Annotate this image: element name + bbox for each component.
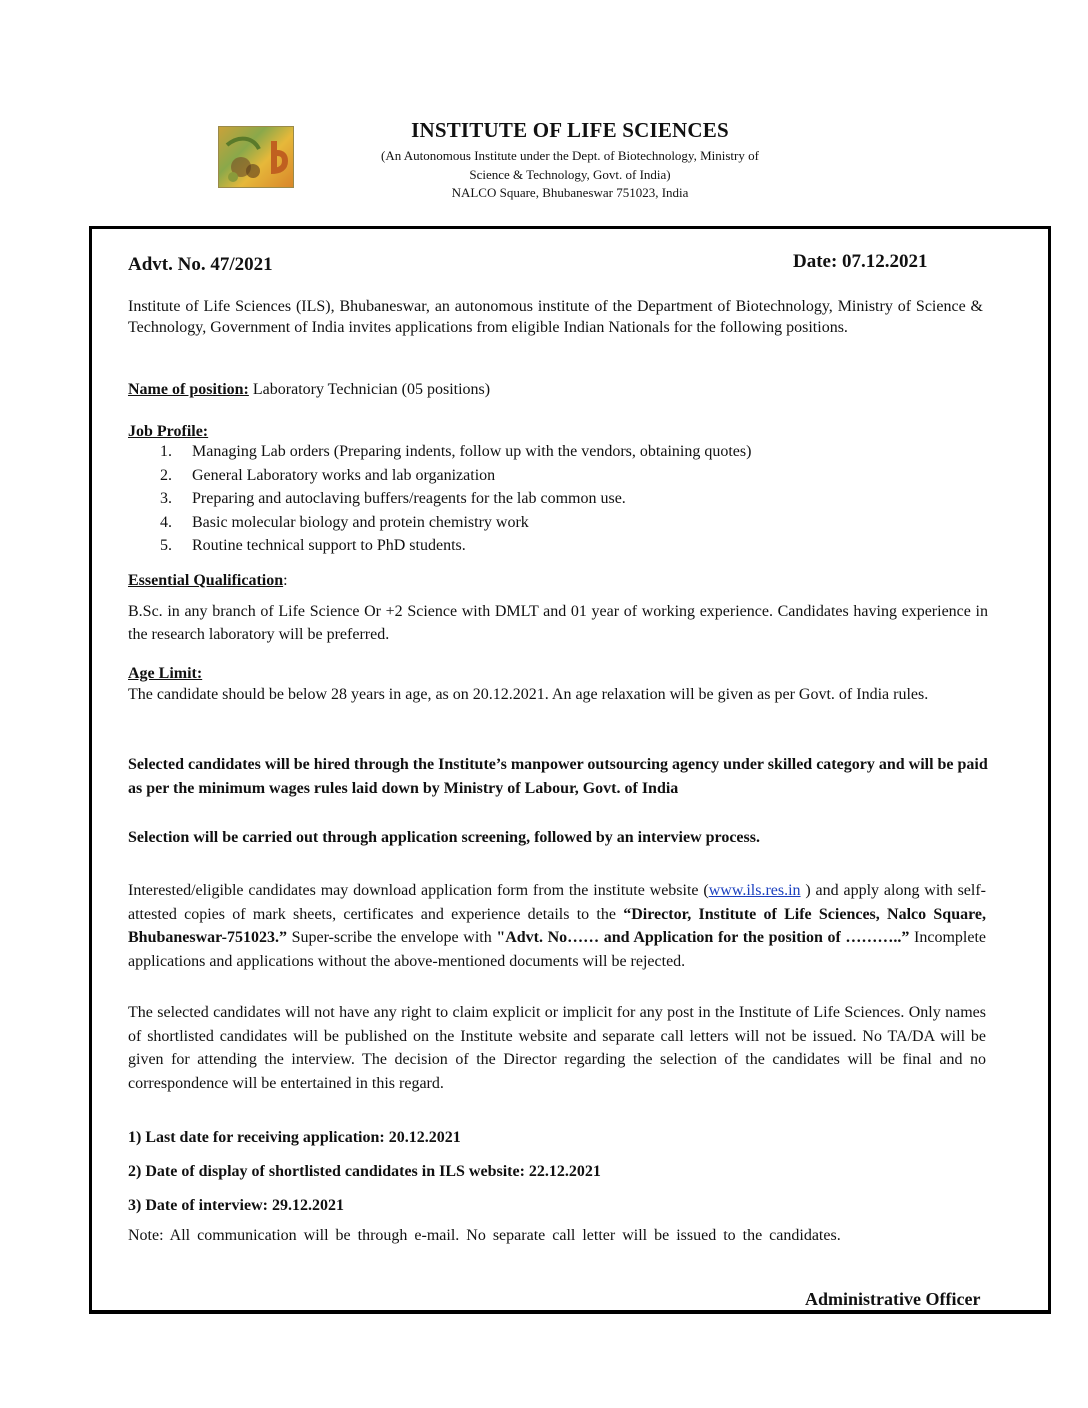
date-line-application: 1) Last date for receiving application: 20.12.2021	[128, 1129, 461, 1146]
qualification-heading: Essential Qualification	[128, 572, 284, 589]
qualification-text: B.Sc. in any branch of Life Science Or +2 Science with DMLT and 01 year of working experience. Candidates having experience in the research laboratory will be preferred.	[128, 603, 988, 643]
list-item: 5. Routine technical support to PhD students.	[160, 537, 466, 554]
ils-logo-icon	[218, 126, 294, 188]
advt-date: Date: 07.12.2021	[793, 251, 928, 272]
institute-name: INSTITUTE OF LIFE SCIENCES	[411, 118, 729, 142]
date-line-interview: 3) Date of interview: 29.12.2021	[128, 1197, 344, 1214]
hiring-note: Selected candidates will be hired through the Institute’s manpower outsourcing agency under skilled category and will be paid as per the minimum wages rules laid down by Ministry of Labour, Govt. of India	[128, 756, 988, 797]
position-label: Name of position:	[128, 381, 249, 398]
institute-subtitle-line1: (An Autonomous Institute under the Dept. of Biotechnology, Ministry of	[381, 148, 759, 163]
signature-title: Administrative Officer	[805, 1289, 981, 1309]
apply-paragraph: Interested/eligible candidates may download application form from the institute website (www.ils.res.in ) and apply along with self-attested copies of mark sheets, certificates and experience details to the “Director, Institute of Life Sciences, Nalco Square, Bhubaneswar-751023.” Super-scribe the envelope with "Advt. No…… and Application for the position of ………..” Incomplete applications and applications without the above-mentioned documents will be rejected.	[128, 882, 987, 970]
position-value: Laboratory Technician (05 positions)	[248, 381, 491, 398]
intro-paragraph: Institute of Life Sciences (ILS), Bhubaneswar, an autonomous institute of the Department of Biotechnology, Ministry of Science & Technology, Government of India invites applications from eligible Indian Nationals for the following positions.	[128, 298, 983, 336]
institute-address: NALCO Square, Bhubaneswar 751023, India	[451, 185, 689, 200]
website-link[interactable]: www.ils.res.in	[708, 882, 801, 899]
terms-paragraph: The selected candidates will not have any right to claim explicit or implicit for any post in the Institute of Life Sciences. Only names of shortlisted candidates will be published on the Institute website and separate call letters will not be issued. No TA/DA will be given for attending the interview. The decision of the Director regarding the selection of the candidates will be final and no correspondence will be entertained in this regard.	[128, 1004, 986, 1092]
qualification-heading-line: Essential Qualification:	[128, 572, 288, 589]
selection-note: Selection will be carried out through application screening, followed by an interview process.	[128, 829, 760, 846]
age-limit-text: The candidate should be below 28 years in age, as on 20.12.2021. An age relaxation will be given as per Govt. of India rules.	[128, 686, 929, 703]
list-item: 3. Preparing and autoclaving buffers/reagents for the lab common use.	[160, 490, 626, 507]
list-item: 2. General Laboratory works and lab organization	[160, 466, 496, 484]
advt-number: Advt. No. 47/2021	[128, 254, 273, 275]
job-profile-list	[160, 440, 751, 558]
position-line	[128, 378, 490, 401]
date-line-shortlist: 2) Date of display of shortlisted candidates in ILS website: 22.12.2021	[128, 1163, 601, 1180]
job-profile-heading: Job Profile:	[128, 423, 209, 440]
institute-subtitle-line2: Science & Technology, Govt. of India)	[469, 167, 671, 182]
note-line: Note: All communication will be through e-mail. No separate call letter will be issued to the candidates.	[128, 1227, 841, 1244]
list-item: 1. Managing Lab orders (Preparing indents, follow up with the vendors, obtaining quotes)	[160, 443, 752, 460]
age-limit-heading: Age Limit:	[128, 665, 203, 682]
list-item: 4. Basic molecular biology and protein chemistry work	[160, 513, 529, 531]
